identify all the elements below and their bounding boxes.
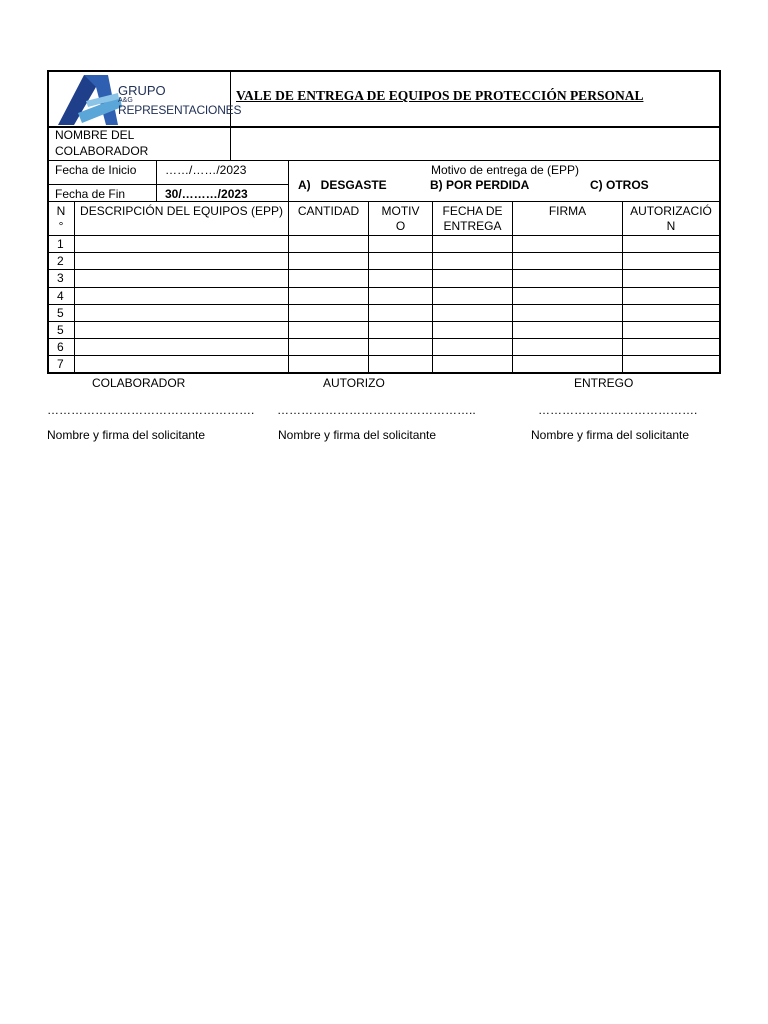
logo-text-grupo: GRUPO bbox=[118, 83, 166, 98]
signature-caption-autorizo: Nombre y firma del solicitante bbox=[278, 428, 437, 442]
signature-line-autorizo[interactable]: ………………………………………….. bbox=[277, 403, 476, 417]
motivo-option-a[interactable]: A) DESGASTE bbox=[298, 178, 387, 192]
row-number: 7 bbox=[57, 357, 64, 371]
document-title: VALE DE ENTREGA DE EQUIPOS DE PROTECCIÓN PERSONAL bbox=[236, 88, 644, 103]
header-no-2: ° bbox=[58, 219, 64, 233]
header-motivo-1: MOTIV bbox=[381, 204, 420, 218]
divider bbox=[47, 201, 721, 202]
divider bbox=[288, 160, 289, 374]
header-no-1: N bbox=[56, 204, 66, 218]
divider bbox=[47, 321, 721, 322]
row-number: 5 bbox=[57, 306, 64, 320]
fecha-fin-label: Fecha de Fin bbox=[55, 187, 126, 201]
header-firma: FIRMA bbox=[548, 204, 587, 218]
nombre-field[interactable] bbox=[232, 128, 719, 160]
divider bbox=[47, 235, 721, 236]
header-descripcion: DESCRIPCIÓN DEL EQUIPOS (EPP) bbox=[80, 204, 283, 218]
logo-text-ag: A&G bbox=[118, 97, 133, 104]
row-number: 4 bbox=[57, 289, 64, 303]
signature-caption-colaborador: Nombre y firma del solicitante bbox=[47, 428, 206, 442]
signature-caption-entrego: Nombre y firma del solicitante bbox=[531, 428, 690, 442]
nombre-label-1: NOMBRE DEL bbox=[55, 128, 135, 142]
row-number: 1 bbox=[57, 237, 64, 251]
signature-role-entrego: ENTREGO bbox=[574, 376, 634, 390]
fecha-fin-value[interactable]: 30/………/2023 bbox=[165, 187, 248, 201]
row-number: 6 bbox=[57, 340, 64, 354]
header-fecha-1: FECHA DE bbox=[442, 204, 503, 218]
divider bbox=[47, 160, 721, 161]
signature-line-entrego[interactable]: …………………………………. bbox=[538, 403, 698, 417]
motivo-option-c[interactable]: C) OTROS bbox=[590, 178, 649, 192]
divider bbox=[47, 252, 721, 253]
divider bbox=[512, 201, 513, 374]
motivo-option-b[interactable]: B) POR PERDIDA bbox=[430, 178, 530, 192]
divider bbox=[47, 338, 721, 339]
header-motivo-2: O bbox=[395, 219, 406, 233]
motivo-title: Motivo de entrega de (EPP) bbox=[430, 163, 580, 177]
header-autorizacion-2: N bbox=[666, 219, 676, 233]
row-number: 2 bbox=[57, 254, 64, 268]
header-fecha-2: ENTREGA bbox=[443, 219, 502, 233]
divider bbox=[47, 184, 288, 185]
divider bbox=[47, 304, 721, 305]
header-cantidad: CANTIDAD bbox=[297, 204, 360, 218]
signature-line-colaborador[interactable]: ……………………………………………. bbox=[47, 403, 255, 417]
signature-role-colaborador: COLABORADOR bbox=[92, 376, 186, 390]
divider bbox=[74, 201, 75, 374]
company-logo bbox=[56, 73, 242, 125]
row-number: 3 bbox=[57, 271, 64, 285]
nombre-label-2: COLABORADOR bbox=[55, 144, 149, 158]
fecha-inicio-value[interactable]: ……/……/2023 bbox=[165, 163, 247, 177]
divider bbox=[156, 160, 157, 202]
divider bbox=[47, 287, 721, 288]
header-autorizacion-1: AUTORIZACIÓ bbox=[630, 204, 712, 218]
signature-role-autorizo: AUTORIZO bbox=[323, 376, 385, 390]
fecha-inicio-label: Fecha de Inicio bbox=[55, 163, 137, 177]
logo-text-representaciones: REPRESENTACIONES bbox=[118, 103, 242, 117]
row-number: 5 bbox=[57, 323, 64, 337]
divider bbox=[47, 269, 721, 270]
divider bbox=[47, 355, 721, 356]
